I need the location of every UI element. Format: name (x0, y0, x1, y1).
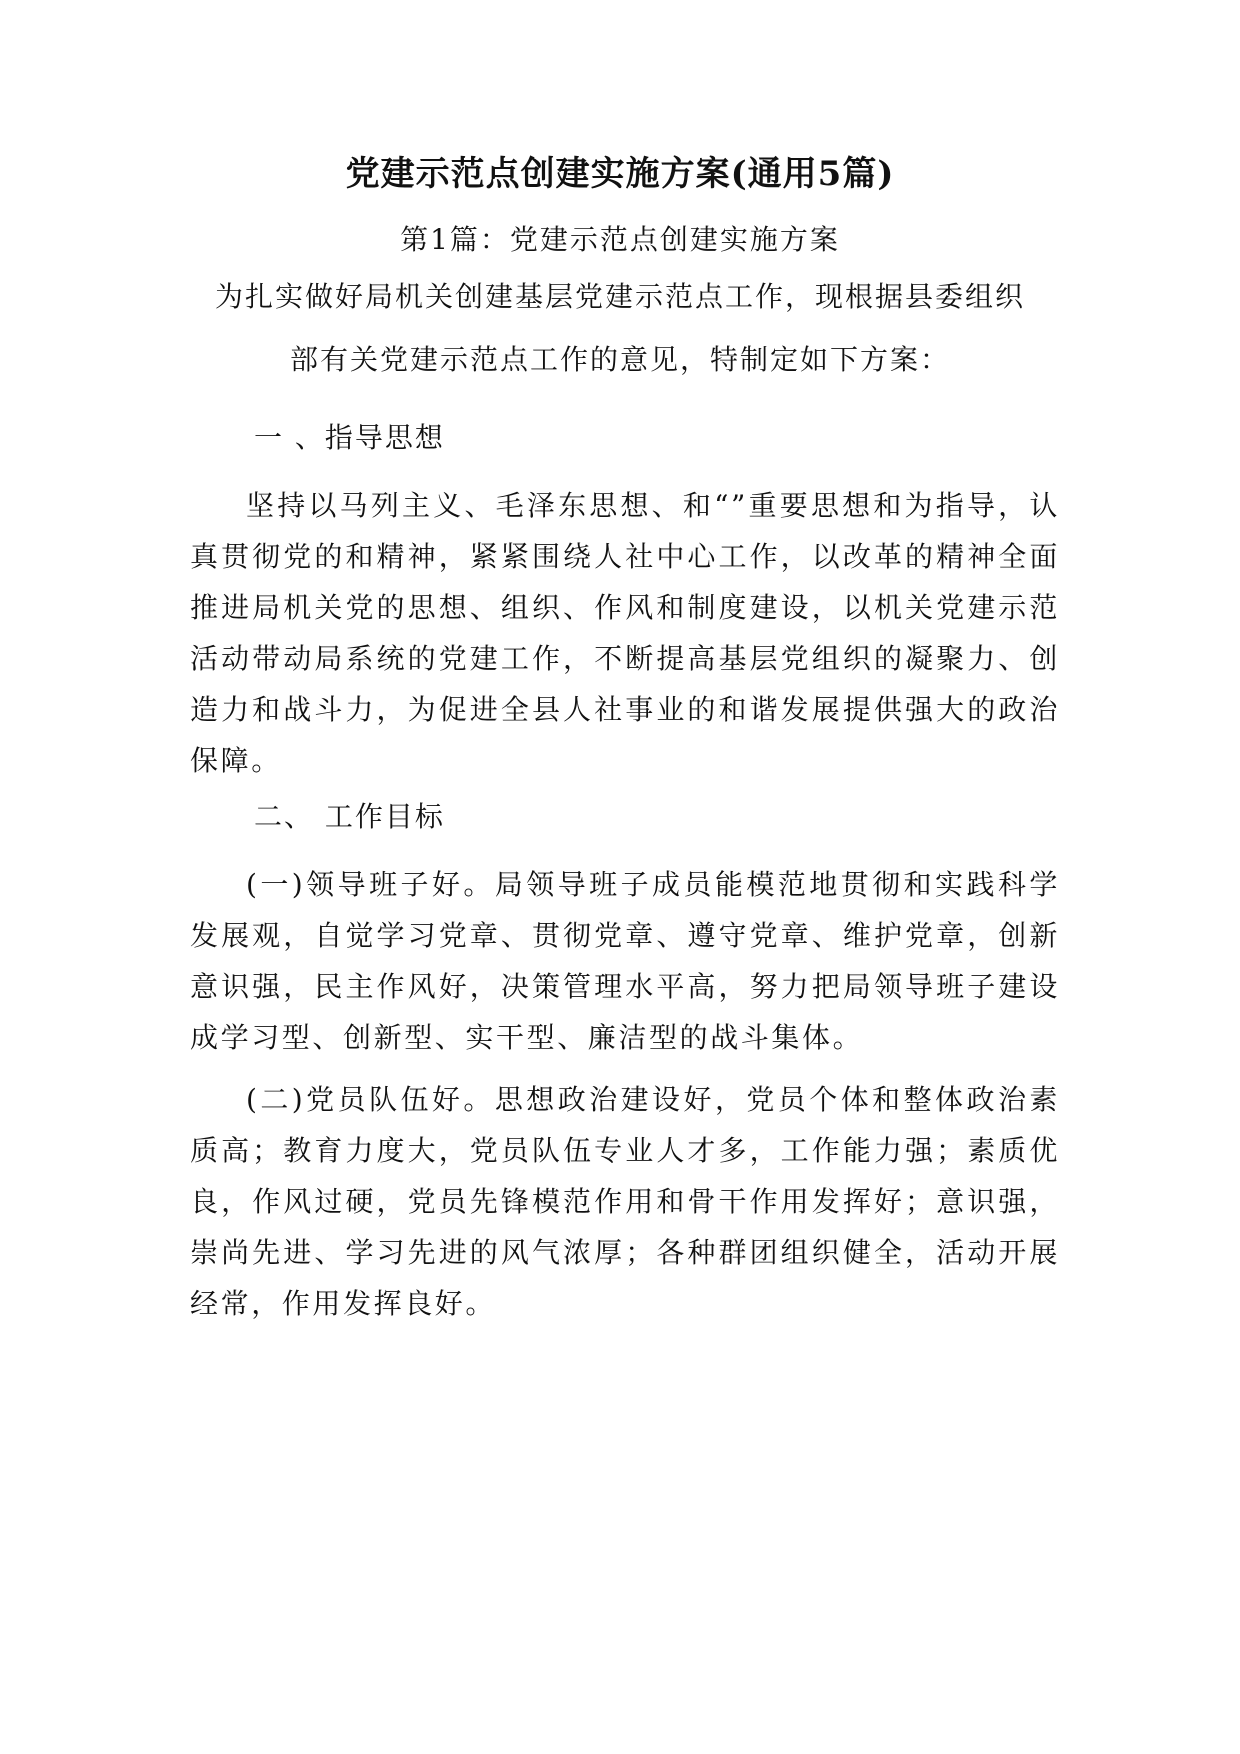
document-subtitle: 第1篇：党建示范点创建实施方案 (400, 223, 840, 256)
document-title: 党建示范点创建实施方案(通用5篇) (345, 154, 895, 194)
section-2-heading: 二、 工作目标 (254, 800, 445, 833)
intro-line-1: 为扎实做好局机关创建基层党建示范点工作，现根据县委组织 (214, 280, 1025, 313)
goal-2-paragraph: (二)党员队伍好。思想政治建设好，党员个体和整体政治素质高；教育力度大，党员队伍专业人才多，工作能力强；素质优良，作风过硬，党员先锋模范作用和骨干作用发挥好；意识强，崇尚先进、学习先进的风气浓厚；各种群团组织健全，活动开展经常，作用发挥良好。 (190, 1083, 1060, 1320)
section-1-heading: 一 、指导思想 (254, 421, 445, 454)
section-1-paragraph: 坚持以马列主义、毛泽东思想、和“”重要思想和为指导，认真贯彻党的和精神，紧紧围绕人社中心工作，以改革的精神全面推进局机关党的思想、组织、作风和制度建设，以机关党建示范活动带动局系统的党建工作，不断提高基层党组织的凝聚力、创造力和战斗力，为促进全县人社事业的和谐发展提供强大的政治保障。 (190, 489, 1060, 777)
goal-1-paragraph: (一)领导班子好。局领导班子成员能模范地贯彻和实践科学发展观，自觉学习党章、贯彻党章、遵守党章、维护党章，创新意识强，民主作风好，决策管理水平高，努力把局领导班子建设成学习型、创新型、实干型、廉洁型的战斗集体。 (190, 868, 1060, 1054)
intro-line-2: 部有关党建示范点工作的意见，特制定如下方案： (289, 343, 950, 376)
